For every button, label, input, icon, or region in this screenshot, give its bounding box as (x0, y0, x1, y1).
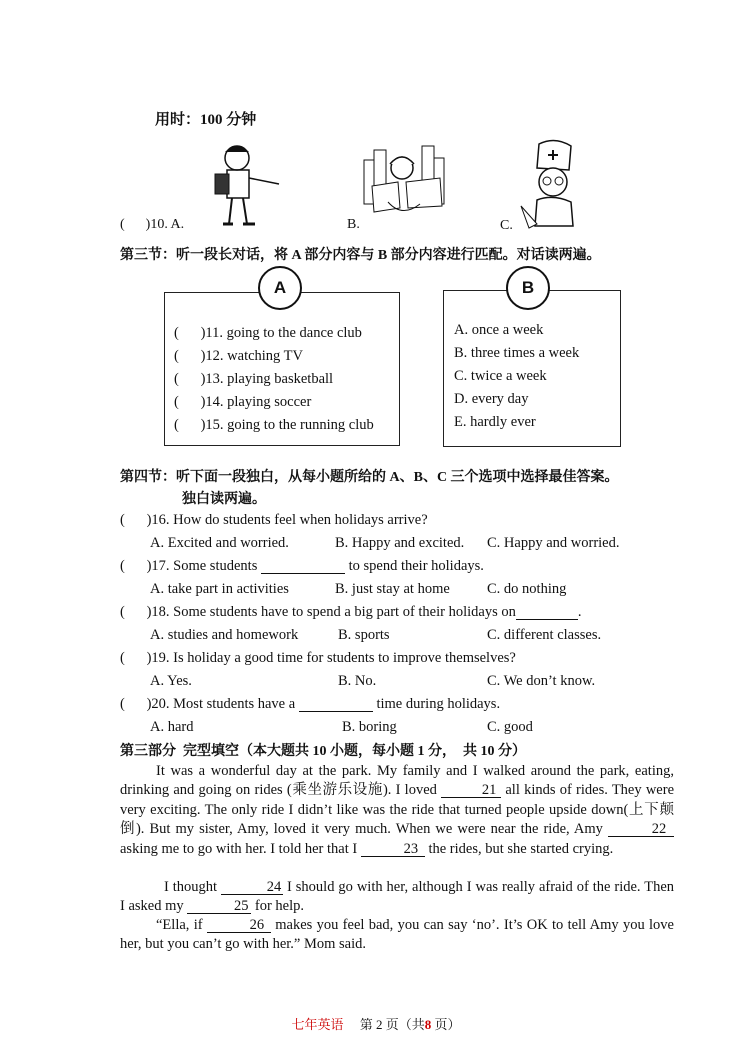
option-c: C. We don’t know. (487, 673, 596, 689)
question-stem: ( )19. Is holiday a good time for students to improve themselves? (120, 650, 516, 666)
option-a: A. take part in activities (150, 581, 289, 597)
option-c: C. do nothing (487, 581, 567, 597)
answer-blank (516, 605, 578, 620)
blank-23: 23 (361, 842, 425, 857)
cloze-paragraph-1: It was a wonderful day at the park. My family and I walked around the park, eating, drinking and going on rides (乘坐游乐设施). I loved 21 all kinds of rides. They were very exciting. The only ride I didn’t like was the ride that turned people upside down(上下颠倒). But my sister, Amy, loved it very much. When we were near the ride, Amy 22asking me to go with her. I told her that I 23 the rides, but she started crying. (120, 763, 675, 857)
option-a: A. Excited and worried. (150, 535, 289, 551)
option-b: B. No. (338, 673, 377, 689)
blank-26: 26 (207, 918, 271, 933)
part3-title: 第三部分 完型填空（本大题共 10 小题，每小题 1 分， 共 10 分） (120, 744, 526, 759)
option-c: C. good (487, 719, 533, 735)
cloze-paragraph-3: “Ella, if 26 makes you feel bad, you can say ‘no’. It’s OK to tell Amy you love her, but you can’t go with her.” Mom said. (120, 917, 674, 953)
box-a (164, 292, 400, 446)
option-b: B. just stay at home (335, 581, 450, 597)
tourist-map-picture (360, 142, 446, 218)
q10-option-c: C. (500, 218, 513, 233)
question-stem: ( )16. How do students feel when holidays arrive? (120, 512, 428, 528)
list-item: E. hardly ever (454, 414, 536, 430)
footer-total: 8 (424, 1017, 432, 1032)
list-item: ( )11. going to the dance club (174, 325, 362, 341)
blank-22: 22 (608, 822, 674, 837)
box-b-label: B (506, 266, 550, 310)
question-stem: ( )18. Some students have to spend a big part of their holidays on . (120, 604, 582, 620)
option-b: B. Happy and excited. (335, 535, 465, 551)
question-stem: ( )20. Most students have a time during holidays. (120, 696, 501, 712)
option-c: C. different classes. (487, 627, 602, 643)
option-c: C. Happy and worried. (487, 535, 620, 551)
answer-blank (261, 559, 345, 574)
page-footer: 七年英语 第 2 页（共8 页） (291, 1017, 461, 1032)
doctor-picture (515, 138, 585, 230)
cloze-paragraph-2: I thought 24 I should go with her, although I was really afraid of the ride. Then I asked my 25 for help. (120, 879, 675, 915)
q10-option-b: B. (347, 217, 360, 232)
footer-page: 第 2 页（共 (359, 1017, 425, 1032)
time-label: 用时：100 分钟 (155, 112, 257, 128)
answer-blank (299, 697, 373, 712)
footer-subject: 七年英语 (291, 1017, 344, 1032)
list-item: A. once a week (454, 322, 544, 338)
option-a: A. Yes. (150, 673, 192, 689)
section4-subtitle: 独白读两遍。 (182, 492, 266, 507)
question-stem: ( )17. Some students to spend their holidays. (120, 558, 484, 574)
option-b: B. boring (342, 719, 397, 735)
section3-title: 第三节：听一段长对话，将 A 部分内容与 B 部分内容进行匹配。对话读两遍。 (120, 248, 601, 263)
list-item: ( )12. watching TV (174, 348, 303, 364)
list-item: ( )15. going to the running club (174, 417, 374, 433)
box-a-label: A (258, 266, 302, 310)
list-item: B. three times a week (454, 345, 580, 361)
q10-label: ( )10. A. (120, 217, 185, 232)
list-item: ( )14. playing soccer (174, 394, 312, 410)
box-b (443, 290, 621, 447)
student-picture (205, 140, 285, 230)
blank-24: 24 (221, 880, 283, 895)
option-a: A. studies and homework (150, 627, 299, 643)
list-item: D. every day (454, 391, 529, 407)
option-a: A. hard (150, 719, 194, 735)
section4-title: 第四节：听下面一段独白，从每小题所给的 A、B、C 三个选项中选择最佳答案。 (120, 470, 619, 485)
blank-25: 25 (187, 899, 251, 914)
option-b: B. sports (338, 627, 390, 643)
list-item: ( )13. playing basketball (174, 371, 334, 387)
blank-21: 21 (441, 783, 501, 798)
list-item: C. twice a week (454, 368, 547, 384)
